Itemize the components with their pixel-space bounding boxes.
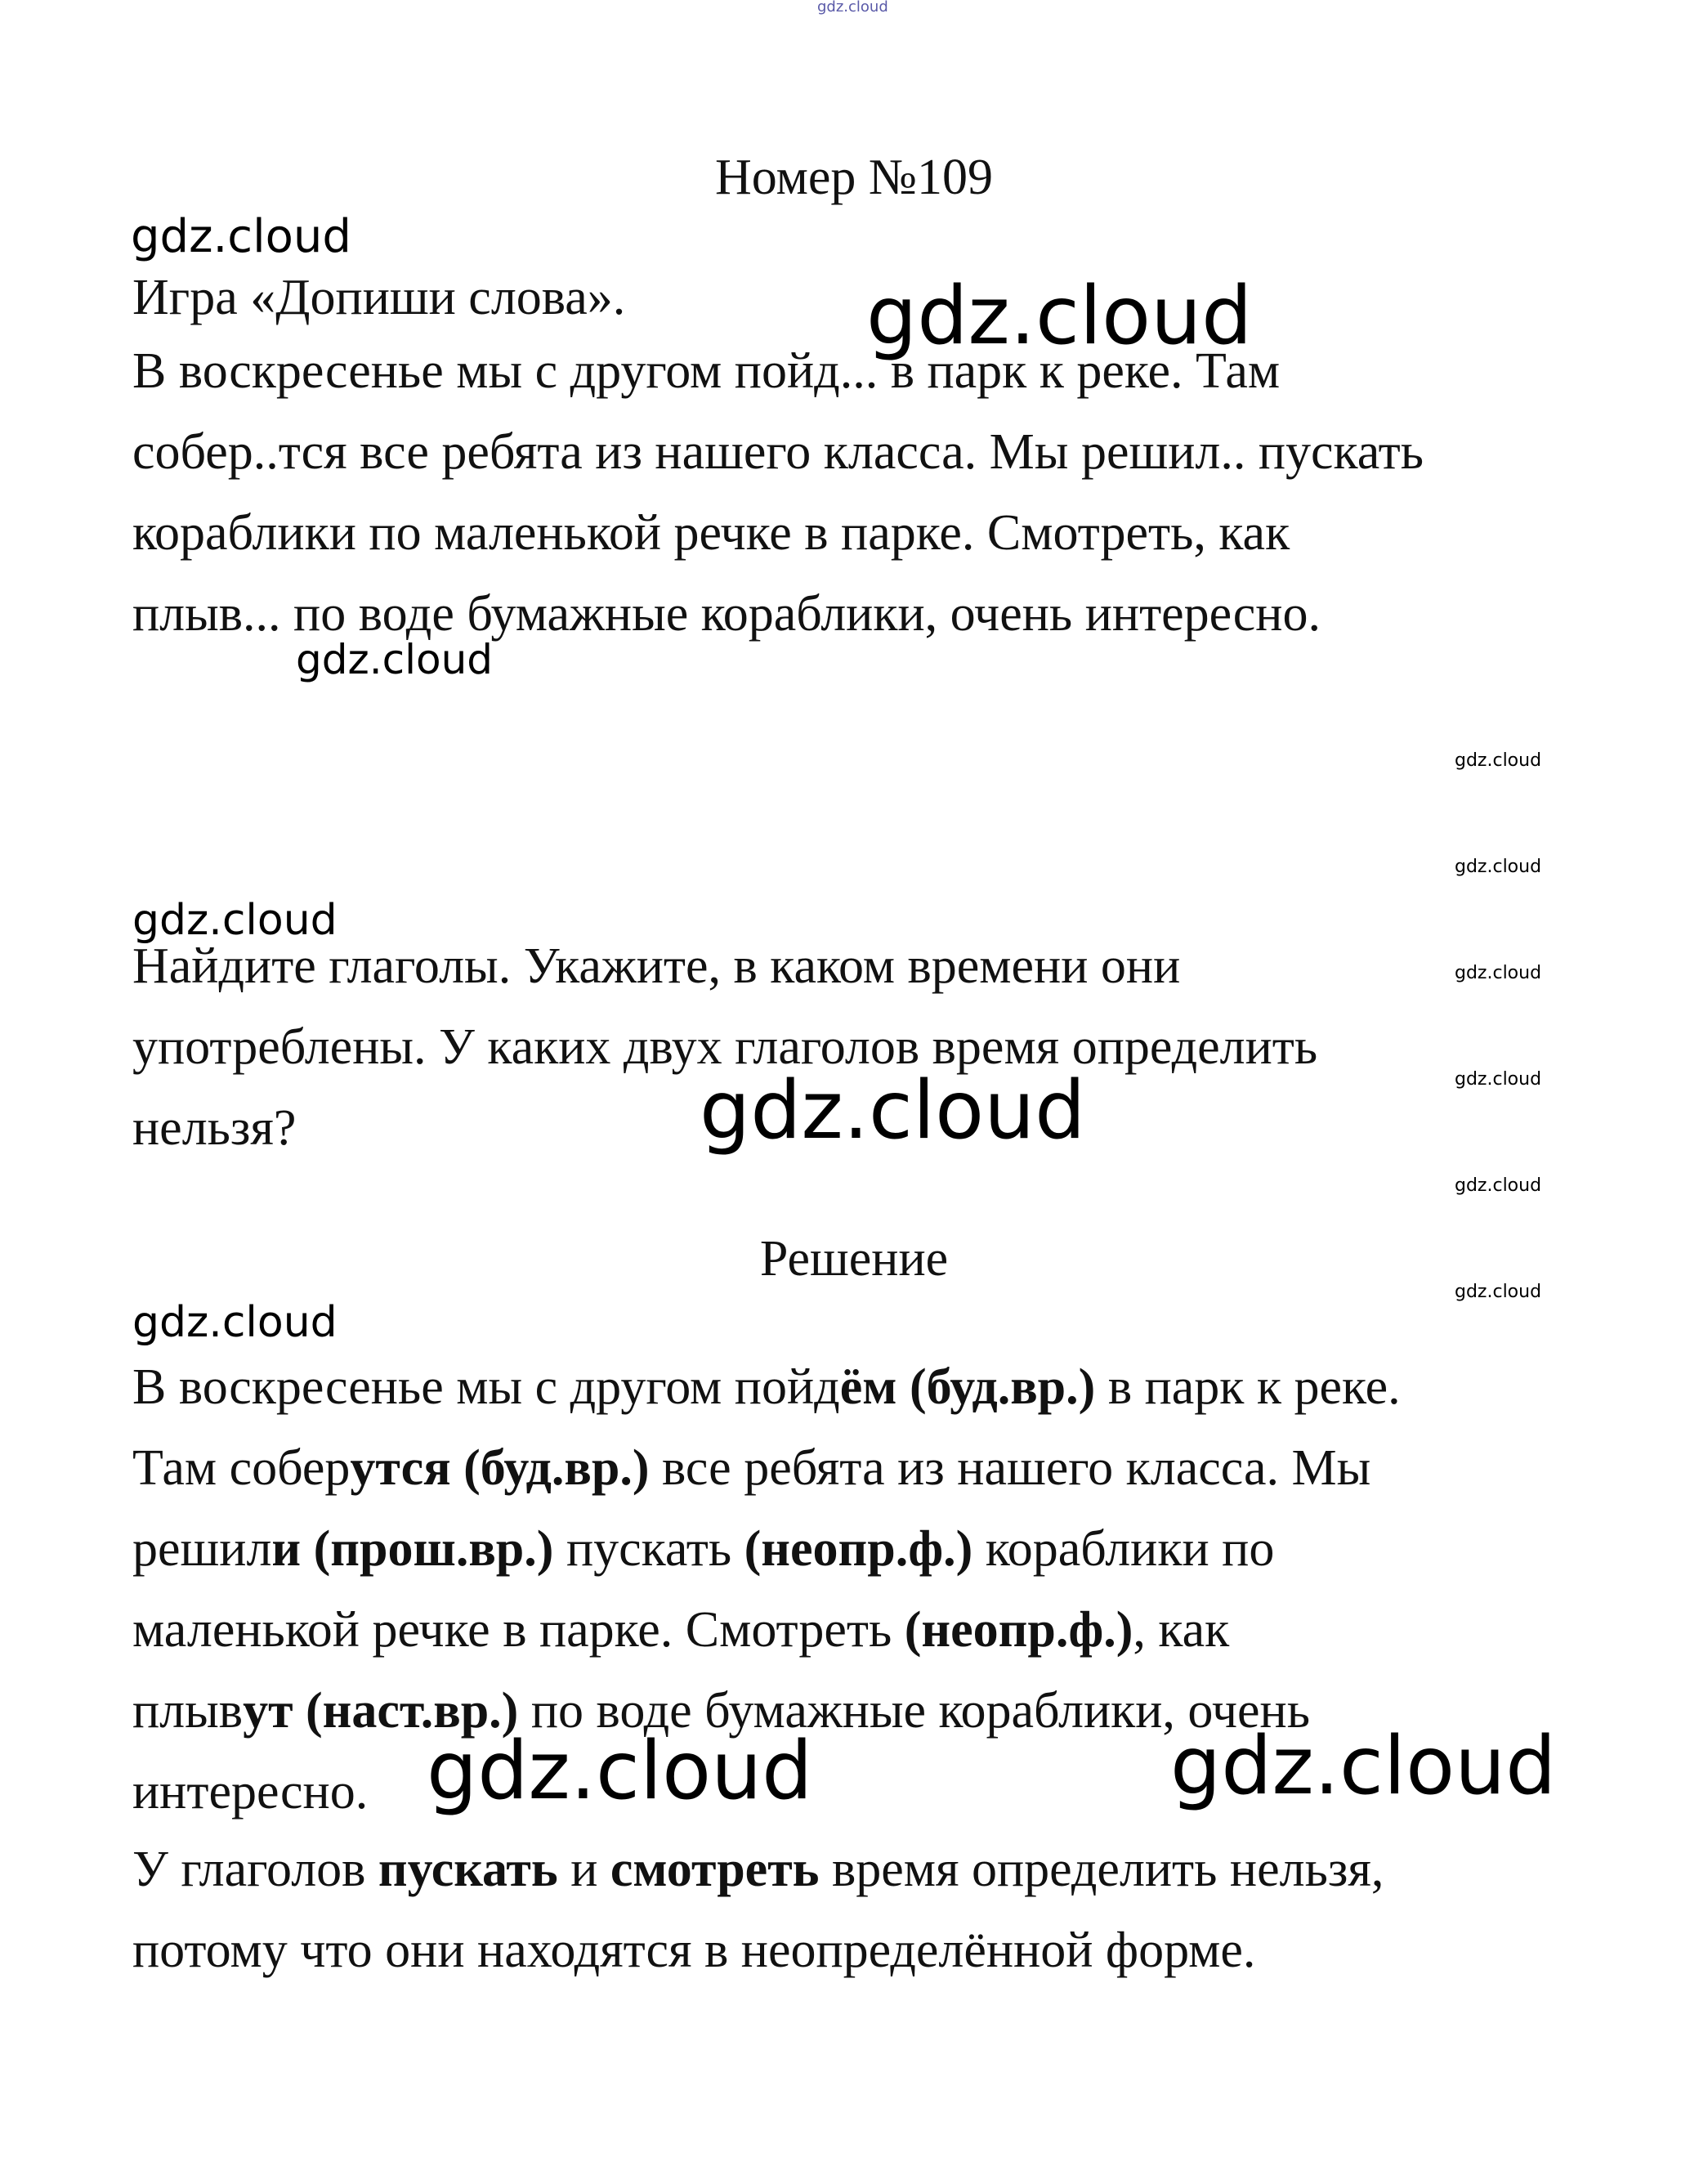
- watermark: gdz.cloud: [427, 1725, 813, 1818]
- watermark: gdz.cloud: [132, 896, 338, 945]
- page-title: Номер №109: [714, 150, 993, 205]
- task-line: В воскресенье мы с другом пойд... в парк к реке. Там: [132, 343, 1281, 399]
- conclusion-text: [132, 1829, 1563, 1991]
- watermark: gdz.cloud: [817, 0, 888, 16]
- solution-line: интересно.: [132, 1764, 369, 1820]
- question-line: Найдите глаголы. Укажите, в каком времени они: [132, 938, 1181, 994]
- question-line: нельзя?: [132, 1100, 297, 1156]
- question-line: употреблены. У каких двух глаголов время определить: [132, 1019, 1318, 1075]
- task-line: собер..тся все ребята из нашего класса. Мы решил.. пускать: [132, 424, 1424, 480]
- watermark: gdz.cloud: [1455, 857, 1542, 877]
- solution-line: Там соберутся (буд.вр.) все ребята из нашего класса. Мы: [132, 1440, 1371, 1496]
- solution-text: [132, 1347, 1563, 1833]
- conclusion-line: потому что они находятся в неопределённой форме.: [132, 1923, 1256, 1978]
- solution-line: В воскресенье мы с другом пойдём (буд.вр.) в парк к реке.: [132, 1359, 1401, 1415]
- solution-line: маленькой речке в парке. Смотреть (неопр.ф.), как: [132, 1602, 1230, 1658]
- watermark: gdz.cloud: [131, 210, 351, 263]
- task-intro: [132, 257, 1563, 338]
- watermark: gdz.cloud: [866, 270, 1253, 363]
- watermark: gdz.cloud: [132, 1298, 338, 1347]
- task-line: кораблики по маленькой речке в парке. Смотреть, как: [132, 505, 1290, 561]
- watermark: gdz.cloud: [1455, 1069, 1542, 1090]
- task-intro-line: Игра «Допиши слова».: [132, 270, 626, 325]
- watermark: gdz.cloud: [1455, 963, 1542, 983]
- watermark: gdz.cloud: [1455, 1175, 1542, 1196]
- watermark: gdz.cloud: [1455, 1282, 1542, 1302]
- question: [132, 926, 1563, 1169]
- task-line: плыв... по воде бумажные кораблики, очень интересно.: [132, 586, 1321, 642]
- watermark: gdz.cloud: [296, 636, 494, 683]
- watermark: gdz.cloud: [700, 1064, 1086, 1157]
- watermark: gdz.cloud: [1170, 1720, 1557, 1813]
- conclusion-line: У глаголов пускать и смотреть время определить нельзя,: [132, 1842, 1384, 1897]
- task-text: [132, 331, 1563, 655]
- solution-line: плывут (наст.вр.) по воде бумажные кораблики, очень: [132, 1683, 1310, 1739]
- watermark: gdz.cloud: [1455, 750, 1542, 771]
- solution-line: решили (прош.вр.) пускать (неопр.ф.) кораблики по: [132, 1521, 1275, 1577]
- solution-heading: Решение: [759, 1231, 949, 1287]
